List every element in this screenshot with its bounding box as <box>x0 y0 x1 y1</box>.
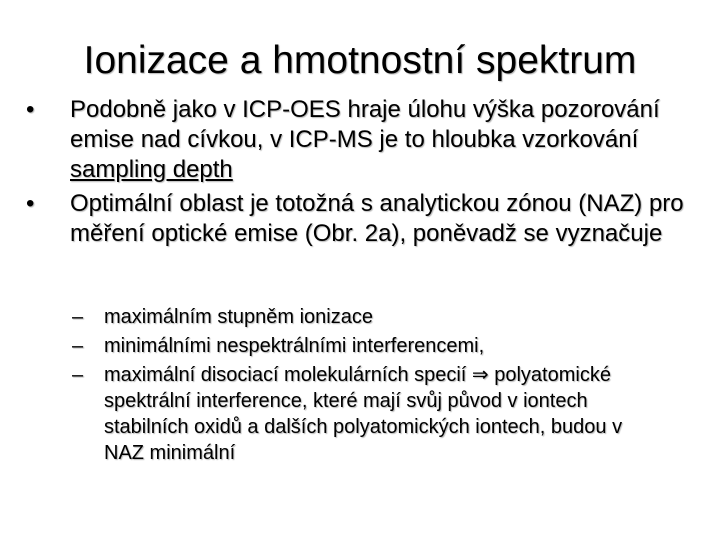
sub-bullet-text: minimálními nespektrálními interferencemi, <box>104 335 485 357</box>
sub-bullet-text: maximální disociací molekulárních specií ⇒ polyatomické spektrální interference, které mají svůj původ v iontech stabilních oxidů a dalších polyatomických iontech, budou v NAZ minimální <box>104 364 623 464</box>
underlined-term: sampling depth <box>70 156 233 183</box>
sub-bullet-item <box>72 333 664 359</box>
sub-bullet-list <box>0 304 720 466</box>
sub-bullet-item <box>72 304 664 330</box>
bullet-marker: • <box>26 190 35 217</box>
bullet-list <box>0 95 720 249</box>
bullet-text: Optimální oblast je totožná s analytickou zónou (NAZ) pro měření optické emise (Obr. 2a), poněvadž se vyznačuje <box>70 190 684 247</box>
sub-bullet-item <box>72 362 664 466</box>
bullet-marker: • <box>26 96 35 123</box>
slide-title: Ionizace a hmotnostní spektrum <box>83 39 637 82</box>
sub-bullet-marker: – <box>72 306 84 328</box>
bullet-item <box>26 189 700 249</box>
sub-bullet-text: maximálním stupněm ionizace <box>104 306 373 328</box>
sub-bullet-marker: – <box>72 364 84 386</box>
bullet-text: Podobně jako v ICP-OES hraje úlohu výška pozorování emise nad cívkou, v ICP-MS je to hloubka vzorkování <box>70 96 660 153</box>
bullet-item <box>26 95 700 185</box>
sub-bullet-marker: – <box>72 335 84 357</box>
